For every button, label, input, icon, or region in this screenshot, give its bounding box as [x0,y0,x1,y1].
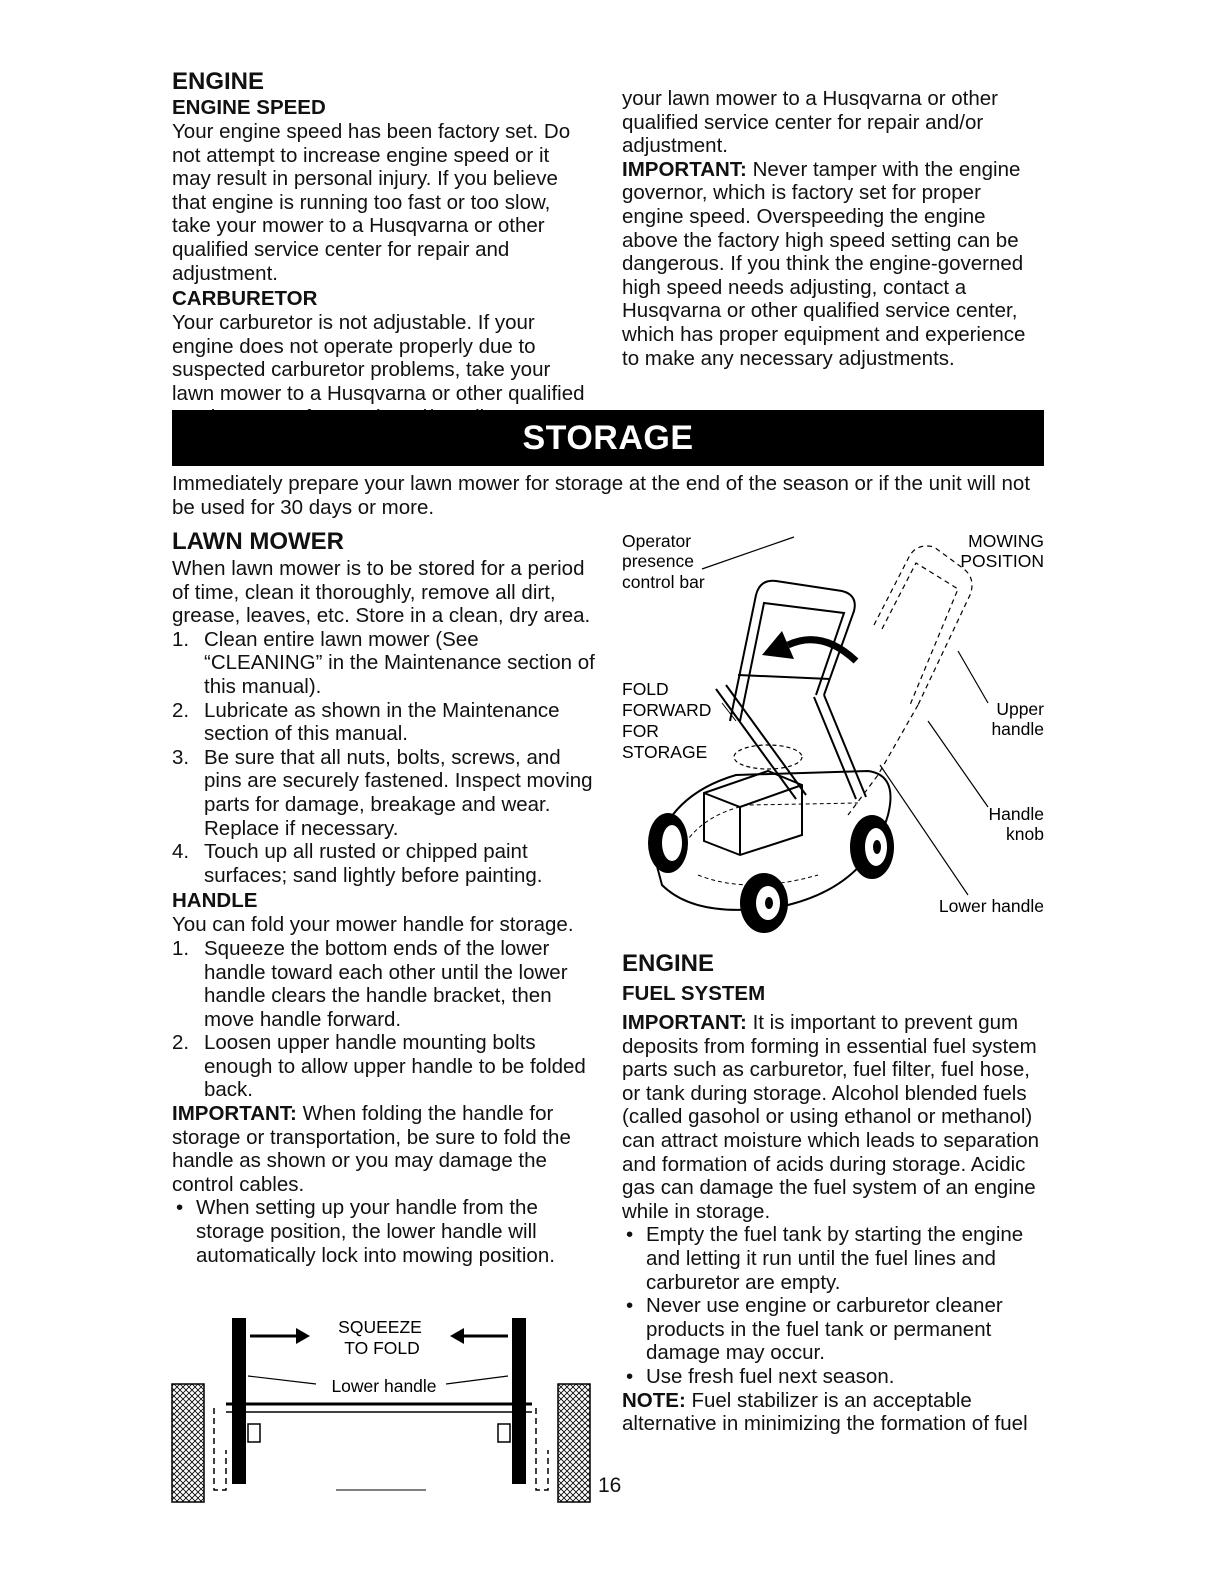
engine-title: ENGINE [172,68,265,95]
control-bar-label: control bar [622,572,705,592]
left-wheel [172,1384,204,1502]
handle-bullets [172,1196,600,1267]
list-item: 4. Touch up all rusted or chipped paint surfaces; sand lightly before painting. [172,840,543,887]
handle-label: Handle [988,804,1044,824]
fuel-system-heading: FUEL SYSTEM [622,982,766,1005]
fuel-note: NOTE: Fuel stabilizer is an acceptable alternative in minimizing the formation of fuel [622,1388,1028,1436]
fuel-system-section [622,950,1044,1436]
lawn-mower-text: When lawn mower is to be stored for a period of time, clean it thoroughly, remove all dirt, grease, leaves, etc. Store in a clean, dry area. [172,557,591,628]
engine-speed-continued [622,87,1042,370]
lawn-mower-section [172,528,600,1267]
fold-label: FOLD [622,679,669,699]
engine-speed-heading: ENGINE SPEED [172,96,326,119]
engine-important-note [622,158,1042,370]
right-handle-bar [512,1318,526,1484]
lower-handle-label: Lower handle [331,1376,437,1396]
to-fold-label: TO FOLD [344,1338,420,1358]
right-wheel [558,1384,590,1502]
fuel-bullets [622,1223,1044,1388]
wheel-rear-right [850,815,894,879]
list-item: • Never use engine or carburetor cleaner products in the fuel tank or permanent damage may occur. [626,1294,1003,1365]
mower-fold-diagram [618,525,1048,940]
upper-handle-label: handle [991,719,1044,739]
carburetor-text-continued: your lawn mower to a Husqvarna or other qualified service center for repair and/or adjustment. [622,87,999,158]
forward-label: FORWARD [622,700,712,720]
lawn-mower-steps [172,628,600,888]
engine-important-text: Never tamper with the engine governor, which is factory set for proper engine speed. Overspeeding the engine above the factory high speed setting can be dangerous. If you think the engine-governed high speed needs adjusting, contact a Husqvarna or other qualified service center, which has proper equipment and experience to make any necessary adjustments. [622,157,1026,370]
knob-label: knob [1006,824,1044,844]
lower-handle-label: Lower handle [938,896,1044,916]
list-item: 1. Clean entire lawn mower (See “CLEANING” in the Maintenance section of this manual). [172,627,595,698]
engine-block [704,745,802,855]
page-number: 16 [598,1474,622,1497]
presence-label: presence [622,551,694,571]
carburetor-text: Your carburetor is not adjustable. If your engine does not operate properly due to suspected carburetor problems, take your lawn mower to a Husqvarna or other qualified [172,311,585,405]
storage-label: STORAGE [622,742,708,762]
upper-label: Upper [996,699,1044,719]
lawn-mower-heading: LAWN MOWER [172,528,344,555]
left-handle-bar [232,1318,246,1484]
operator-label: Operator [622,531,692,551]
list-item: 3. Be sure that all nuts, bolts, screws, and pins are securely fastened. Inspect moving parts for damage, breakage and wear. Replace if necessary. [172,745,593,840]
handle-steps [172,937,600,1102]
handle-text: You can fold your mower handle for storage. [172,913,574,937]
mowing-label: MOWING [968,531,1044,551]
engine-bottom-title: ENGINE [622,950,715,977]
handle-important-note: IMPORTANT: When folding the handle for storage or transportation, be sure to fold the handle as shown or you may damage the control cables. [172,1102,571,1196]
squeeze-label: SQUEEZE [338,1317,422,1337]
list-item: • Empty the fuel tank by starting the engine and letting it run until the fuel lines and carburetor are empty. [626,1223,1024,1294]
fold-arrow [788,640,856,661]
list-item: • Use fresh fuel next season. [626,1364,895,1388]
fuel-important-note: IMPORTANT: It is important to prevent gum deposits from forming in essential fuel system parts such as carburetor, fuel filter, fuel hose, or tank during storage. Alcohol blended fuels (called gasohol or using ethanol or methanol) can attract moisture which leads to separation and formation of acids during storage. Acidic gas can damage the fuel system of an engine while in storage. [622,1011,1040,1223]
mowing-position-handle [848,546,972,815]
storage-intro: Immediately prepare your lawn mower for storage at the end of the season or if the unit will not be used for 30 days or more. [172,472,1031,519]
handle-heading: HANDLE [172,889,258,913]
list-item: 1. Squeeze the bottom ends of the lower handle toward each other until the lower handle clears the handle bracket, then move handle forward. [172,936,568,1031]
fold-handle-diagram [168,1300,608,1510]
carburetor-heading: CARBURETOR [172,287,318,311]
for-label: FOR [622,721,659,741]
position-label: POSITION [960,551,1044,571]
list-item: 2. Lubricate as shown in the Maintenance section of this manual. [172,698,560,746]
engine-speed-section [172,68,592,405]
important-label: IMPORTANT: [622,157,747,181]
list-item: 2. Loosen upper handle mounting bolts enough to allow upper handle to be folded back. [172,1031,586,1102]
list-item: • When setting up your handle from the storage position, the lower handle will automatically lock into mowing position. [176,1196,555,1267]
storage-banner: STORAGE [172,410,1044,466]
wheel-front-right [740,873,788,933]
wheel-front-left [648,813,688,873]
engine-speed-text: Your engine speed has been factory set. Do not attempt to increase engine speed or it may result in personal injury. If you believe that engine is running too fast or too slow, take your mower to a Husqvarna or other qualified service center for repair and adjustment. [172,120,571,285]
